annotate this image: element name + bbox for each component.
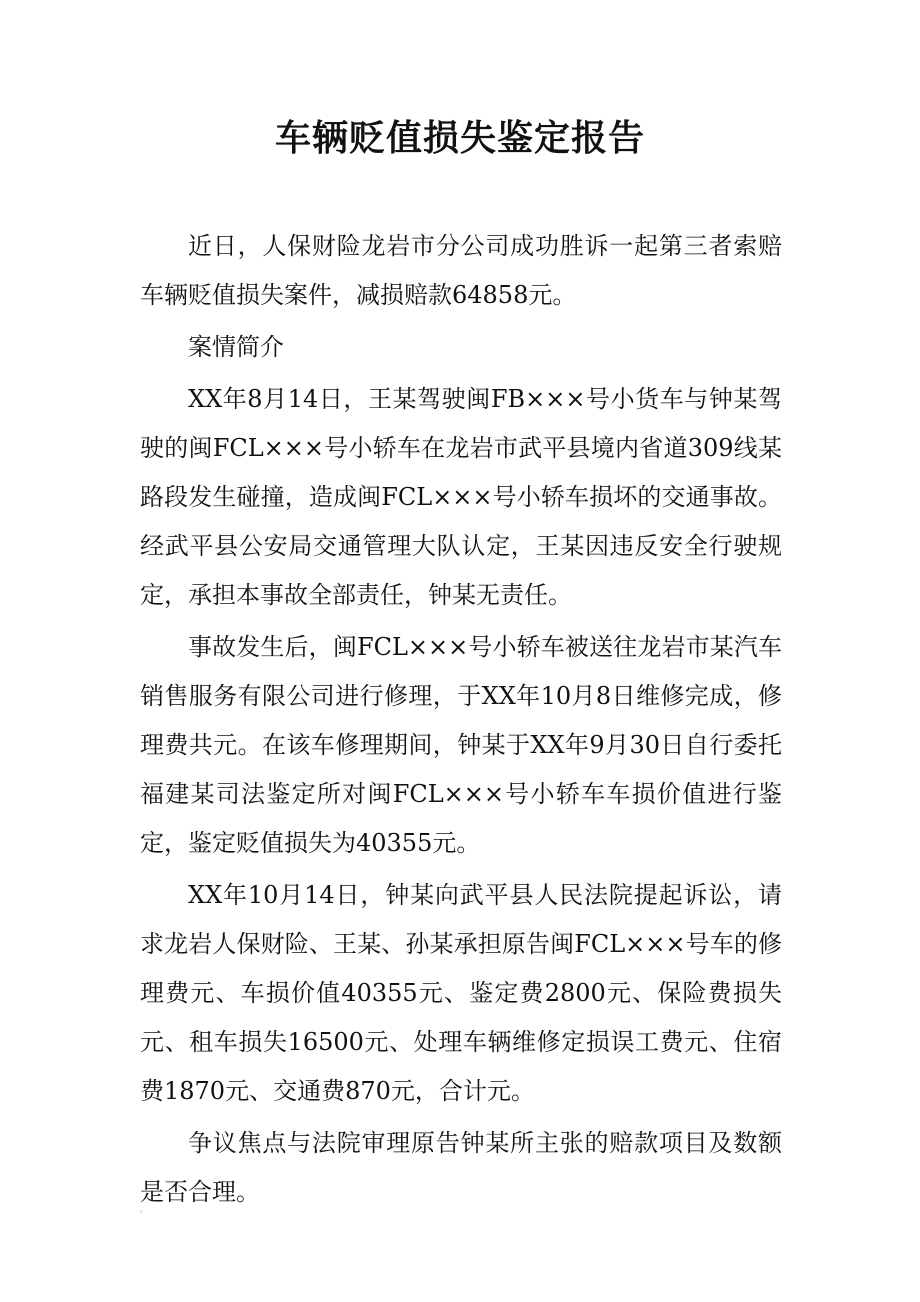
paragraph-repair: 事故发生后，闽FCL×××号小轿车被送往龙岩市某汽车销售服务有限公司进行修理，于XX年10月8日维修完成，修理费共元。在该车修理期间，钟某于XX年9月30日自行委托福建某司法鉴定所对闽FCL×××号小轿车车损价值进行鉴定，鉴定贬值损失为40355元。	[140, 633, 782, 857]
section-heading-case-summary: 案情简介	[188, 333, 284, 361]
document-title: 车辆贬值损失鉴定报告	[274, 117, 645, 159]
paragraph-accident: XX年8月14日，王某驾驶闽FB×××号小货车与钟某驾驶的闽FCL×××号小轿车在龙岩市武平县境内省道309线某路段发生碰撞，造成闽FCL×××号小轿车损坏的交通事故。经武平县公安局交通管理大队认定，王某因违反安全行驶规定，承担本事故全部责任，钟某无责任。	[140, 385, 782, 609]
paragraph-intro: 近日，人保财险龙岩市分公司成功胜诉一起第三者索赔车辆贬值损失案件，减损赔款64858元。	[140, 232, 782, 309]
paragraph-lawsuit: XX年10月14日，钟某向武平县人民法院提起诉讼，请求龙岩人保财险、王某、孙某承担原告闽FCL×××号车的修理费元、车损价值40355元、鉴定费2800元、保险费损失元、租车损失16500元、处理车辆维修定损误工费元、住宿费1870元、交通费870元，合计元。	[140, 881, 782, 1105]
paragraph-dispute: 争议焦点与法院审理原告钟某所主张的赔款项目及数额是否合理。	[140, 1129, 782, 1206]
document-body	[140, 222, 782, 1220]
page-mark	[140, 1210, 143, 1213]
